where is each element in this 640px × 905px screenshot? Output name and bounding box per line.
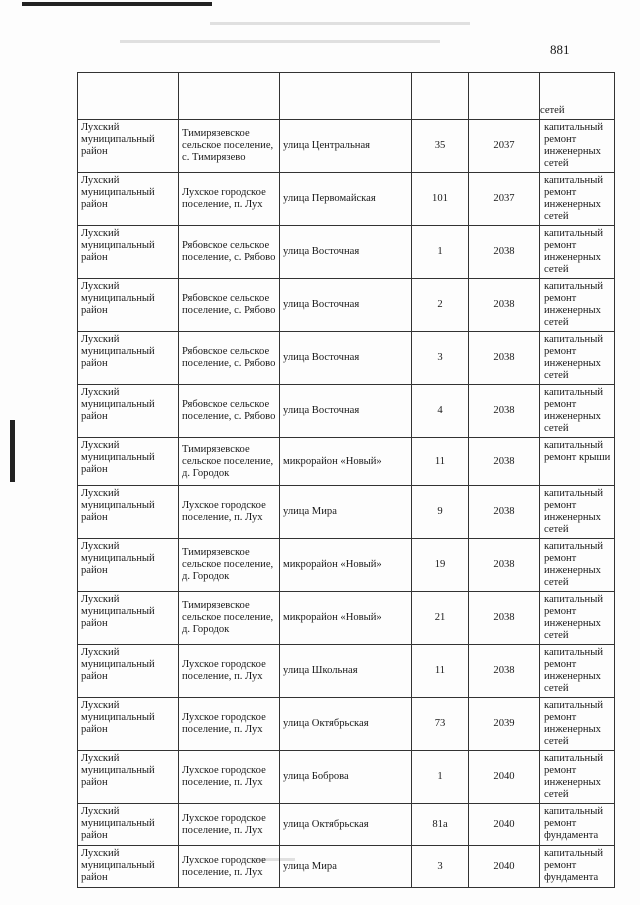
settlement-cell: Лухское городское поселение, п. Лух: [179, 804, 280, 846]
work-type-cell: капитальный ремонт инженерных сетей: [540, 486, 615, 539]
work-type-cell: капитальный ремонт инженерных сетей: [540, 173, 615, 226]
header-cell: [78, 73, 179, 120]
district-cell: Лухский муниципальный район: [78, 120, 179, 173]
table-row: [78, 279, 615, 332]
district-cell: Лухский муниципальный район: [78, 438, 179, 486]
street-cell: улица Восточная: [280, 226, 412, 279]
settlement-cell: Лухское городское поселение, п. Лух: [179, 751, 280, 804]
work-type-cell: капитальный ремонт инженерных сетей: [540, 226, 615, 279]
table-row: [78, 804, 615, 846]
house-number-cell: 19: [412, 539, 469, 592]
continued-header-row: [78, 73, 615, 120]
settlement-cell: Тимирязевское сельское поселение, д. Городок: [179, 438, 280, 486]
house-number-cell: 4: [412, 385, 469, 438]
settlement-cell: Лухское городское поселение, п. Лух: [179, 846, 280, 888]
district-cell: Лухский муниципальный район: [78, 751, 179, 804]
district-cell: Лухский муниципальный район: [78, 226, 179, 279]
year-cell: 2038: [469, 592, 540, 645]
header-cell: [280, 73, 412, 120]
year-cell: 2038: [469, 226, 540, 279]
housing-repair-table: [77, 72, 615, 888]
work-type-cell: капитальный ремонт инженерных сетей: [540, 120, 615, 173]
street-cell: улица Мира: [280, 846, 412, 888]
house-number-cell: 35: [412, 120, 469, 173]
street-cell: улица Октябрьская: [280, 804, 412, 846]
street-cell: улица Первомайская: [280, 173, 412, 226]
settlement-cell: Тимирязевское сельское поселение, д. Городок: [179, 539, 280, 592]
work-type-cell: капитальный ремонт инженерных сетей: [540, 332, 615, 385]
header-work-cell: сетей: [540, 73, 615, 120]
district-cell: Лухский муниципальный район: [78, 846, 179, 888]
house-number-cell: 1: [412, 751, 469, 804]
table-row: [78, 438, 615, 486]
scan-edge-top: [22, 2, 212, 6]
table-row: [78, 751, 615, 804]
year-cell: 2037: [469, 173, 540, 226]
settlement-cell: Рябовское сельское поселение, с. Рябово: [179, 279, 280, 332]
year-cell: 2040: [469, 804, 540, 846]
house-number-cell: 1: [412, 226, 469, 279]
work-type-cell: капитальный ремонт инженерных сетей: [540, 592, 615, 645]
table-row: [78, 332, 615, 385]
settlement-cell: Лухское городское поселение, п. Лух: [179, 486, 280, 539]
house-number-cell: 73: [412, 698, 469, 751]
settlement-cell: Рябовское сельское поселение, с. Рябово: [179, 385, 280, 438]
house-number-cell: 2: [412, 279, 469, 332]
settlement-cell: Рябовское сельское поселение, с. Рябово: [179, 332, 280, 385]
street-cell: улица Восточная: [280, 385, 412, 438]
house-number-cell: 3: [412, 846, 469, 888]
header-cell: [412, 73, 469, 120]
work-type-cell: капитальный ремонт инженерных сетей: [540, 385, 615, 438]
work-type-cell: капитальный ремонт фундамента: [540, 804, 615, 846]
work-type-cell: капитальный ремонт инженерных сетей: [540, 698, 615, 751]
street-cell: микрорайон «Новый»: [280, 592, 412, 645]
year-cell: 2038: [469, 486, 540, 539]
year-cell: 2038: [469, 332, 540, 385]
year-cell: 2038: [469, 539, 540, 592]
year-cell: 2040: [469, 846, 540, 888]
house-number-cell: 101: [412, 173, 469, 226]
year-cell: 2038: [469, 438, 540, 486]
year-cell: 2038: [469, 645, 540, 698]
street-cell: микрорайон «Новый»: [280, 539, 412, 592]
table-row: [78, 698, 615, 751]
district-cell: Лухский муниципальный район: [78, 592, 179, 645]
settlement-cell: Тимирязевское сельское поселение, с. Тимирязево: [179, 120, 280, 173]
page-number: 881: [550, 42, 570, 57]
table-row: [78, 226, 615, 279]
scan-edge-left: [10, 420, 15, 482]
house-number-cell: 81а: [412, 804, 469, 846]
house-number-cell: 3: [412, 332, 469, 385]
street-cell: улица Мира: [280, 486, 412, 539]
house-number-cell: 9: [412, 486, 469, 539]
settlement-cell: Рябовское сельское поселение, с. Рябово: [179, 226, 280, 279]
district-cell: Лухский муниципальный район: [78, 173, 179, 226]
table-row: [78, 846, 615, 888]
settlement-cell: Тимирязевское сельское поселение, д. Городок: [179, 592, 280, 645]
district-cell: Лухский муниципальный район: [78, 698, 179, 751]
table-row: [78, 173, 615, 226]
settlement-cell: Лухское городское поселение, п. Лух: [179, 698, 280, 751]
street-cell: улица Восточная: [280, 332, 412, 385]
house-number-cell: 11: [412, 438, 469, 486]
street-cell: улица Школьная: [280, 645, 412, 698]
district-cell: Лухский муниципальный район: [78, 804, 179, 846]
district-cell: Лухский муниципальный район: [78, 385, 179, 438]
scan-noise: [120, 40, 440, 43]
header-cell: [179, 73, 280, 120]
work-type-cell: капитальный ремонт фундамента: [540, 846, 615, 888]
street-cell: улица Боброва: [280, 751, 412, 804]
house-number-cell: 11: [412, 645, 469, 698]
district-cell: Лухский муниципальный район: [78, 486, 179, 539]
district-cell: Лухский муниципальный район: [78, 539, 179, 592]
year-cell: 2038: [469, 385, 540, 438]
settlement-cell: Лухское городское поселение, п. Лух: [179, 645, 280, 698]
table-row: [78, 539, 615, 592]
year-cell: 2037: [469, 120, 540, 173]
year-cell: 2038: [469, 279, 540, 332]
district-cell: Лухский муниципальный район: [78, 645, 179, 698]
house-number-cell: 21: [412, 592, 469, 645]
street-cell: улица Октябрьская: [280, 698, 412, 751]
district-cell: Лухский муниципальный район: [78, 332, 179, 385]
header-cell: [469, 73, 540, 120]
work-type-cell: капитальный ремонт инженерных сетей: [540, 539, 615, 592]
district-cell: Лухский муниципальный район: [78, 279, 179, 332]
work-type-cell: капитальный ремонт инженерных сетей: [540, 645, 615, 698]
table-row: [78, 645, 615, 698]
street-cell: улица Центральная: [280, 120, 412, 173]
table-row: [78, 592, 615, 645]
table-row: [78, 385, 615, 438]
table-row: [78, 120, 615, 173]
street-cell: микрорайон «Новый»: [280, 438, 412, 486]
work-type-cell: капитальный ремонт крыши: [540, 438, 615, 486]
year-cell: 2040: [469, 751, 540, 804]
work-type-cell: капитальный ремонт инженерных сетей: [540, 279, 615, 332]
table-row: [78, 486, 615, 539]
work-type-cell: капитальный ремонт инженерных сетей: [540, 751, 615, 804]
scan-noise: [210, 22, 470, 25]
street-cell: улица Восточная: [280, 279, 412, 332]
settlement-cell: Лухское городское поселение, п. Лух: [179, 173, 280, 226]
year-cell: 2039: [469, 698, 540, 751]
